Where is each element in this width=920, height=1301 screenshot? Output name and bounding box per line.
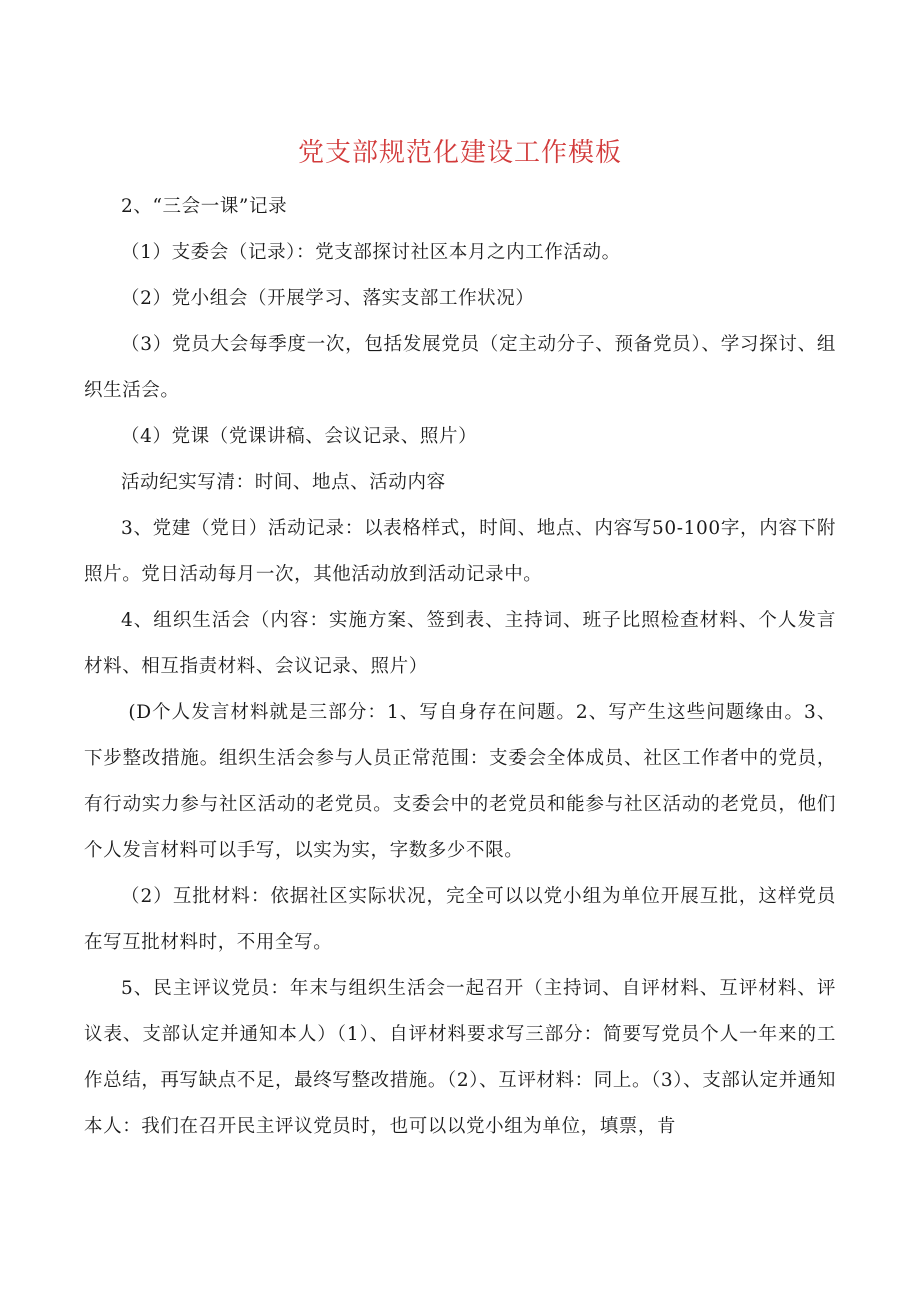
paragraph-democratic-evaluation: 5、民主评议党员：年末与组织生活会一起召开（主持词、自评材料、互评材料、评议表、支部认定并通知本人）（1）、自评材料要求写三部分：简要写党员个人一年来的工作总结，再写缺点不足，最终写整改措施。（2）、互评材料：同上。（3）、支部认定并通知本人：我们在召开民主评议党员时，也可以以党小组为单位，填票，肯 [84, 978, 836, 1137]
document-title: 党支部规范化建设工作模板 [297, 138, 622, 168]
paragraph-dang-jian-activity: 3、党建（党日）活动记录：以表格样式，时间、地点、内容写50-100字，内容下附照片。党日活动每月一次，其他活动放到活动记录中。 [84, 518, 836, 585]
paragraph-dang-xiao-zu-hui: （2）党小组会（开展学习、落实支部工作状况） [121, 288, 535, 309]
paragraph-dang-yuan-da-hui: （3）党员大会每季度一次，包括发展党员（定主动分子、预备党员）、学习探讨、组织生活会。 [84, 334, 836, 401]
paragraph-activity-record: 活动纪实写清：时间、地点、活动内容 [121, 472, 446, 493]
paragraph-zhi-wei-hui: （1）支委会（记录）：党支部探讨社区本月之内工作活动。 [121, 242, 621, 263]
paragraph-mutual-criticism: （2）互批材料：依据社区实际状况，完全可以以党小组为单位开展互批，这样党员在写互批材料时，不用全写。 [84, 886, 836, 953]
paragraph-personal-speech: (D个人发言材料就是三部分：1、写自身存在问题。2、写产生这些问题缘由。3、下步整改措施。组织生活会参与人员正常范围：支委会全体成员、社区工作者中的党员，有行动实力参与社区活动的老党员。支委会中的老党员和能参与社区活动的老党员，他们个人发言材料可以手写，以实为实，字数多少不限。 [84, 702, 836, 861]
paragraph-dang-ke: （4）党课（党课讲稿、会议记录、照片） [121, 426, 478, 447]
paragraph-san-hui-yi-ke: 2、“三会一课”记录 [121, 196, 288, 217]
paragraph-organization-life: 4、组织生活会（内容：实施方案、签到表、主持词、班子比照检查材料、个人发言材料、相互指责材料、会议记录、照片） [84, 610, 836, 677]
document-body [84, 184, 836, 1150]
